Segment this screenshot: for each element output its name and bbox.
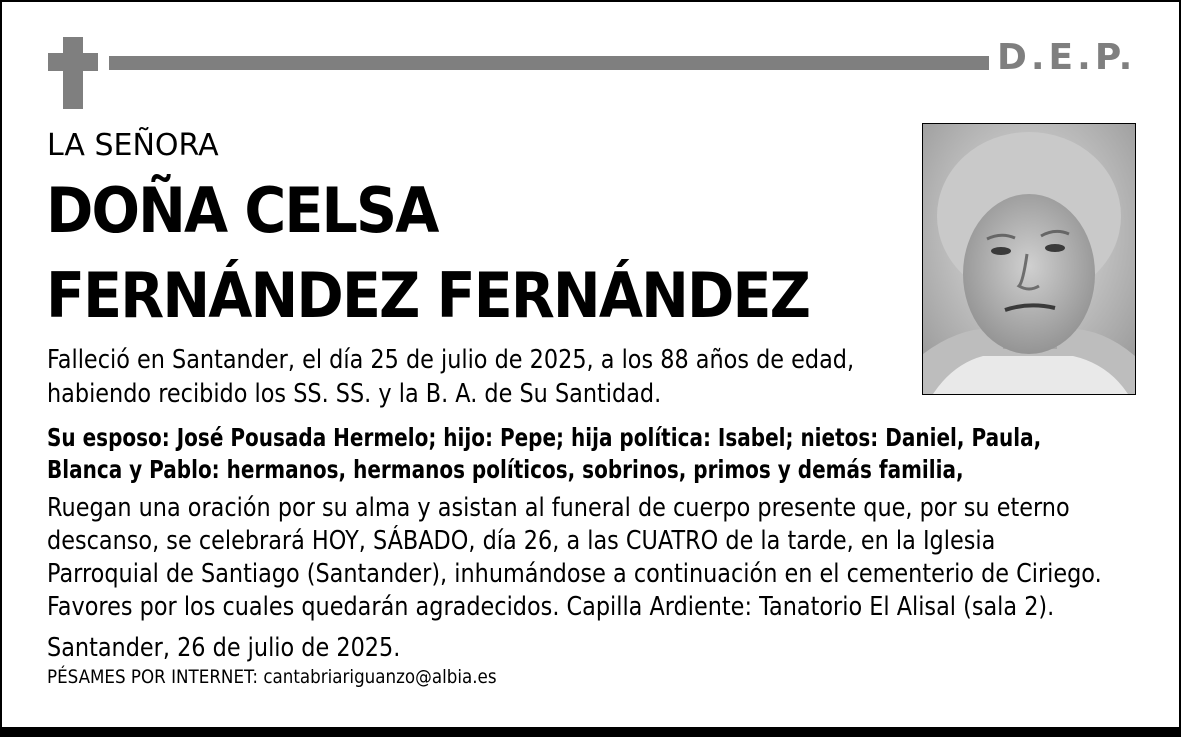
condolences-line: PÉSAMES POR INTERNET: cantabriariguanzo@albia.es xyxy=(47,666,497,688)
deceased-name-line2: FERNÁNDEZ FERNÁNDEZ xyxy=(46,259,810,332)
request-line: descanso, se celebrará HOY, SÁBADO, día 26, a las CUATRO de la tarde, en la Iglesia xyxy=(47,526,996,556)
request-line: Favores por los cuales quedarán agradecidos. Capilla Ardiente: Tanatorio El Alisal (sala 2). xyxy=(47,592,1055,622)
family-line: Blanca y Pablo: hermanos, hermanos políticos, sobrinos, primos y demás familia, xyxy=(47,455,964,484)
request-line: Ruegan una oración por su alma y asistan al funeral de cuerpo presente que, por su eterno xyxy=(47,493,1070,523)
request-line: Parroquial de Santiago (Santander), inhumándose a continuación en el cementerio de Ciriego. xyxy=(47,559,1102,589)
bottom-rule xyxy=(0,727,1181,737)
place-date: Santander, 26 de julio de 2025. xyxy=(47,633,401,663)
honorific: LA SEÑORA xyxy=(47,128,219,163)
intro-line: habiendo recibido los SS. SS. y la B. A. de Su Santidad. xyxy=(47,379,662,409)
dep-label: D.E.P. xyxy=(997,37,1137,78)
deceased-name-line1: DOÑA CELSA xyxy=(46,174,438,247)
portrait-photo xyxy=(922,123,1136,395)
family-line: Su esposo: José Pousada Hermelo; hijo: Pepe; hija política: Isabel; nietos: Daniel, Paula, xyxy=(47,423,1042,452)
intro-line: Falleció en Santander, el día 25 de julio de 2025, a los 88 años de edad, xyxy=(47,345,855,375)
header-rule xyxy=(109,56,989,70)
